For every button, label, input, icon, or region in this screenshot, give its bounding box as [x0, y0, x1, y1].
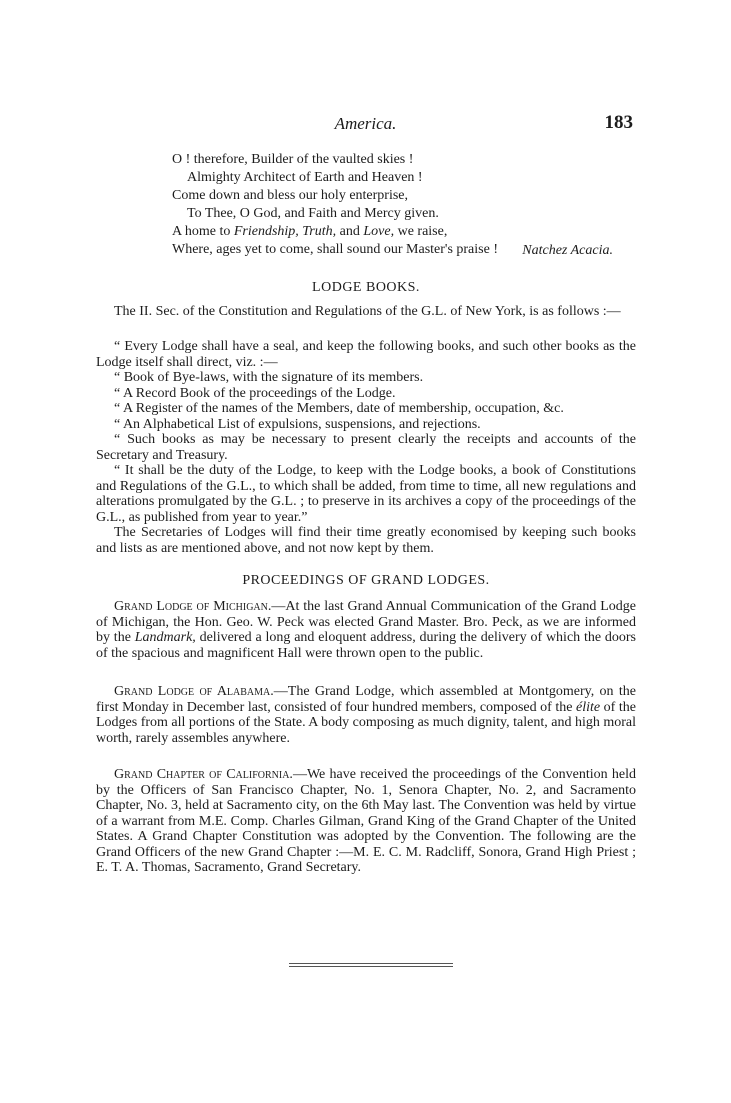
- quote-paragraph: “ A Register of the names of the Members, date of membership, occupation, &c.: [114, 401, 564, 416]
- lodge-books-intro: [96, 304, 636, 320]
- end-rule-top: [289, 963, 453, 964]
- alabama-lead: Grand Lodge of Alabama.: [114, 684, 274, 699]
- poem-line-3: Come down and bless our holy enterprise,: [172, 188, 409, 203]
- poem-line-6: Where, ages yet to come, shall sound our Master's praise !: [172, 242, 498, 257]
- poem-line-5-lead: A home to: [172, 224, 234, 239]
- alabama-italic: élite: [576, 699, 601, 715]
- paragraph-michigan: [96, 599, 636, 661]
- paragraph-alabama: [96, 684, 636, 746]
- quote-paragraph: “ An Alphabetical List of expulsions, suspensions, and rejections.: [114, 416, 481, 432]
- poem-line-2: Almighty Architect of Earth and Heaven !: [187, 170, 423, 185]
- poem-italic-friendship: Friendship,: [233, 224, 299, 239]
- poem-line-5-tail: we raise,: [394, 224, 448, 239]
- quote-paragraph: “ Such books as may be necessary to present clearly the receipts and accounts of the Secretary and Treasury.: [96, 432, 636, 463]
- quote-paragraph: “ A Record Book of the proceedings of the Lodge.: [114, 385, 396, 401]
- quote-paragraph: “ Book of Bye-laws, with the signature of its members.: [114, 370, 424, 385]
- quote-paragraph: “ Every Lodge shall have a seal, and keep the following books, and such other books as the Lodge itself shall direct, viz. :—: [96, 339, 636, 370]
- section-heading-proceedings: PROCEEDINGS OF GRAND LODGES.: [242, 573, 490, 588]
- poem-italic-love: Love,: [363, 224, 395, 239]
- alabama-body-1: —The Grand Lodge, which assembled at Montgomery, on the first Monday in December last, consisted of four hundred members, composed of the: [96, 684, 637, 715]
- california-lead: Grand Chapter of California.: [114, 767, 293, 782]
- running-title: America.: [334, 114, 397, 133]
- california-text: [96, 767, 636, 876]
- poem-line-4: To Thee, O God, and Faith and Mercy given.: [187, 206, 439, 221]
- michigan-italic: Landmark,: [134, 630, 196, 645]
- running-head: [0, 114, 731, 136]
- paragraph-california: [96, 767, 636, 876]
- poem-attribution: Natchez Acacia.: [522, 243, 613, 258]
- lodge-books-quote: [96, 339, 636, 556]
- poem-line-1: O ! therefore, Builder of the vaulted skies !: [172, 152, 414, 167]
- poem-italic-truth: Truth,: [302, 224, 337, 239]
- secretaries-paragraph: The Secretaries of Lodges will find their time greatly economised by keeping such books and lists as are mentioned above, and not now kept by them.: [96, 525, 636, 556]
- michigan-lead: Grand Lodge of Michigan.: [114, 599, 272, 614]
- michigan-body-1: —At the last Grand Annual Communication of the Grand Lodge of Michigan, the Hon. Geo. W. Peck was elected Grand Master. Bro. Peck, as we are informed by the: [96, 599, 636, 645]
- alabama-body-2: of the Lodges from all portions of the State. A body composing as much dignity, talent, and high moral worth, rarely assembles anywhere.: [96, 699, 636, 746]
- michigan-text: [96, 599, 636, 661]
- page-number: 183: [604, 112, 633, 133]
- michigan-body-2: delivered a long and eloquent address, during the delivery of which the doors of the spacious and magnificent Hall were thrown open to the public.: [96, 630, 636, 661]
- poem-line-5-and: and: [336, 224, 364, 239]
- california-body: —We have received the proceedings of the Convention held by the Officers of San Francisco Chapter, No. 1, Senora Chapter, No. 2, and Sacramento Chapter, No. 3, held at Sacramento city, on the 6th May last. The Convention was held by virtue of a warrant from M.E. Comp. Charles Gilman, Grand King of the Grand Chapter of the United States. A Grand Chapter Constitution was adopted by the Convention. The following are the Grand Officers of the new Grand Chapter :—M. E. C. M. Radcliff, Sonora, Grand High Priest ; E. T. A. Thomas, Sacramento, Grand Secretary.: [96, 767, 637, 875]
- intro-paragraph: The II. Sec. of the Constitution and Regulations of the G.L. of New York, is as follows :—: [114, 304, 621, 319]
- alabama-text: [96, 684, 636, 746]
- poem-line-5: [172, 223, 642, 241]
- end-rule-bottom: [289, 966, 453, 967]
- section-heading-lodge-books: LODGE BOOKS.: [312, 280, 420, 295]
- quote-paragraph: “ It shall be the duty of the Lodge, to keep with the Lodge books, a book of Constitutions and Regulations of the G.L., to which shall be added, from time to time, all new regulations and alterations promulgated by the G.L. ; to preserve in its archives a copy of the proceedings of the G.L., as published from year to year.”: [96, 463, 636, 525]
